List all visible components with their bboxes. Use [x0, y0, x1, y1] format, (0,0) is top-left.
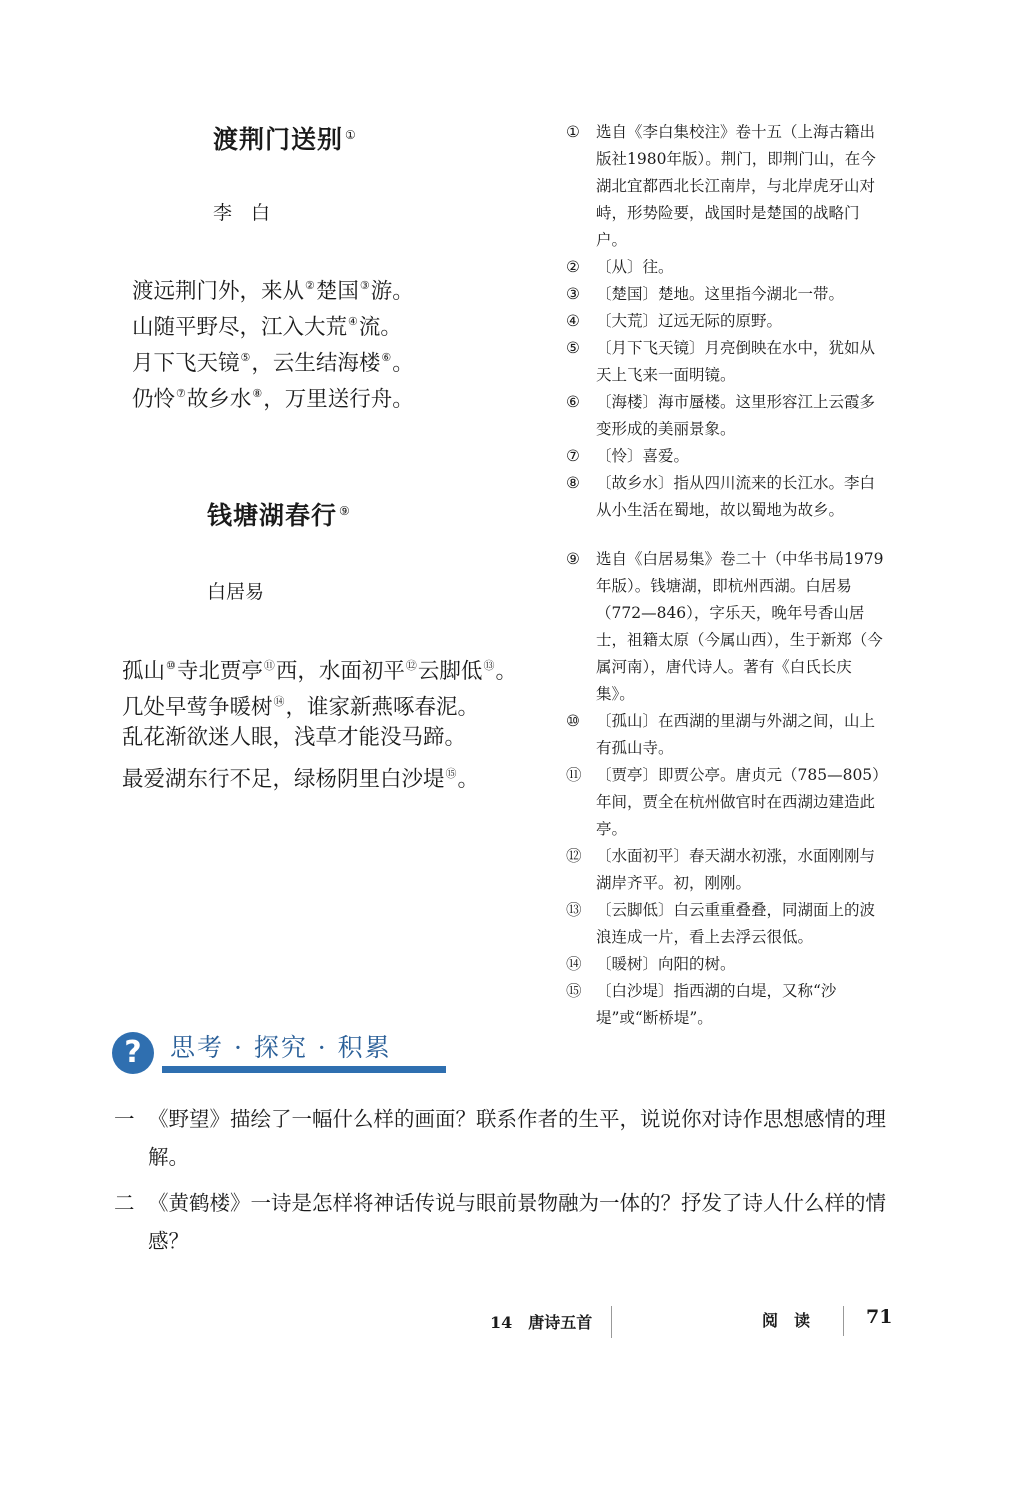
poem-author-2: 白居易 [207, 581, 265, 603]
footnote-marker: ④ [348, 315, 358, 328]
footnote-text: 〔大荒〕辽远无际的原野。 [596, 312, 783, 330]
footnote [566, 762, 888, 843]
footnote [566, 546, 888, 708]
footnote [566, 470, 888, 524]
poem-text: 月下飞天镜 [132, 351, 240, 376]
footnote [566, 308, 888, 335]
footnote-text: 〔海楼〕海市蜃楼。这里形容江上云霞多变形成的美丽景象。 [596, 393, 876, 438]
poem-text: 。 [457, 767, 480, 792]
footnote-marker: ⑬ [483, 659, 495, 672]
page-number: 71 [866, 1306, 893, 1328]
footnote-number: ② [566, 258, 580, 276]
question-item [114, 1184, 920, 1260]
footnote-marker: ③ [359, 279, 370, 292]
footnote-marker: ⑫ [405, 659, 417, 672]
footnote [566, 119, 888, 254]
footnote [566, 335, 888, 389]
footnote [566, 843, 888, 897]
footnote-text: 选自《李白集校注》卷十五（上海古籍出版社1980年版）。荆门，即荆门山，在今湖北宜都西北长江南岸，与北岸虎牙山对峙，形势险要，战国时是楚国的战略门户。 [596, 123, 876, 249]
poem-text: 楚国 [315, 279, 359, 304]
footnote-text: 〔暖树〕向阳的树。 [596, 955, 736, 973]
poem-text: 最爱湖东行不足，绿杨阴里白沙堤 [122, 767, 445, 792]
footnote-marker: ⑮ [445, 767, 457, 780]
footnote-number: ⑫ [566, 847, 582, 865]
poem-line [122, 720, 517, 756]
poem-text: 。 [392, 351, 414, 376]
footer-section: 阅 读 [762, 1311, 811, 1330]
poem-line [132, 304, 414, 340]
footnote-number: ⑥ [566, 393, 580, 411]
footnote-number: ⑨ [566, 550, 580, 568]
poem-line [132, 376, 414, 412]
poem-text: ，谁家新燕啄春泥。 [285, 695, 480, 720]
footnote-text: 〔云脚低〕白云重重叠叠，同湖面上的波浪连成一片，看上去浮云很低。 [596, 901, 876, 946]
section-title: 思考 · 探究 · 积累 [170, 1033, 392, 1062]
footnote-number: ⑮ [566, 982, 582, 1000]
footnotes [566, 119, 888, 1032]
section-underline [162, 1066, 446, 1073]
poem-text: ，云生结海楼 [251, 351, 381, 376]
footnote-number: ④ [566, 312, 580, 330]
footnote-text: 〔水面初平〕春天湖水初涨，水面刚刚与湖岸齐平。初，刚刚。 [596, 847, 876, 892]
poem-text: 寺北贾亭 [176, 659, 263, 684]
footnote-text: 〔贾亭〕即贾公亭。唐贞元（785—805）年间，贾全在杭州做官时在西湖边建造此亭。 [596, 766, 888, 838]
footnote [566, 389, 888, 443]
footnote-text: 〔月下飞天镜〕月亮倒映在水中，犹如从天上飞来一面明镜。 [596, 339, 876, 384]
footnote-text: 〔白沙堤〕指西湖的白堤，又称“沙堤”或“断桥堤”。 [596, 982, 837, 1027]
poem-title-2: 钱塘湖春行 ⑨ [207, 501, 351, 530]
question-text: 《野望》描绘了一幅什么样的画面？联系作者的生平，说说你对诗作思想感情的理解。 [148, 1107, 886, 1169]
question-list [114, 1100, 920, 1268]
question-item [114, 1100, 920, 1176]
poem-text: 西，水面初平 [275, 659, 405, 684]
poem-author-1: 李 白 [213, 202, 271, 224]
footnote-number: ⑭ [566, 955, 582, 973]
poem-text: 故乡水 [186, 387, 252, 412]
poem-body-2 [122, 648, 517, 792]
footnote-marker: ⑧ [252, 387, 263, 400]
footnote-marker: ⑦ [176, 387, 186, 400]
footnote [566, 708, 888, 762]
footnote-marker: ⑩ [166, 659, 176, 672]
poem-line [122, 684, 517, 720]
footnote-number: ⑦ [566, 447, 580, 465]
footnote-marker: ⑥ [381, 351, 392, 364]
footer-lesson: 14 唐诗五首 [490, 1313, 593, 1332]
poem-line [122, 648, 517, 684]
footnote-number: ⑩ [566, 712, 580, 730]
poem-text: 乱花渐欲迷人眼，浅草才能没马蹄。 [122, 725, 467, 750]
footnote-text: 〔故乡水〕指从四川流来的长江水。李白从小生活在蜀地，故以蜀地为故乡。 [596, 474, 876, 519]
poem-text: 游。 [370, 279, 414, 304]
footnote-number: ⑪ [566, 766, 582, 784]
poem-text: 流。 [358, 315, 402, 340]
footnote-number: ⑧ [566, 474, 580, 492]
poem-text: 仍怜 [132, 387, 176, 412]
footnote-marker: ⑭ [273, 695, 285, 708]
poem-title-1: 渡荆门送别 ① [213, 125, 357, 154]
footer-divider [843, 1306, 844, 1336]
footnote-number: ③ [566, 285, 580, 303]
poem-line [132, 340, 414, 376]
poem-text: 。 [495, 659, 517, 684]
footnote [566, 978, 888, 1032]
footnote-text: 〔怜〕喜爱。 [596, 447, 690, 465]
question-number: 二 [114, 1191, 135, 1215]
poem-text: 山随平野尽，江入大荒 [132, 315, 348, 340]
footnote [566, 281, 888, 308]
footnote [566, 254, 888, 281]
poem-line [132, 268, 414, 304]
section-header [112, 1022, 402, 1078]
question-text: 《黄鹤楼》一诗是怎样将神话传说与眼前景物融为一体的？抒发了诗人什么样的情感？ [148, 1191, 886, 1253]
footnote-text: 〔从〕往。 [596, 258, 674, 276]
poem-text: 渡远荆门外，来从 [132, 279, 305, 304]
footnote-text: 〔孤山〕在西湖的里湖与外湖之间，山上有孤山寺。 [596, 712, 876, 757]
footnote [566, 951, 888, 978]
poem-text: 云脚低 [417, 659, 483, 684]
question-mark-icon: ? [112, 1032, 154, 1074]
poem-body-1 [132, 268, 414, 412]
footnote [566, 897, 888, 951]
footnote-number: ① [566, 123, 580, 141]
question-number: 一 [114, 1107, 135, 1131]
footer-divider [611, 1306, 612, 1338]
poem-text: 孤山 [122, 659, 166, 684]
footnote-text: 〔楚国〕楚地。这里指今湖北一带。 [596, 285, 845, 303]
footnote-marker: ⑤ [240, 351, 251, 364]
footnote-text: 选自《白居易集》卷二十（中华书局1979年版）。钱塘湖，即杭州西湖。白居易（772—846），字乐天，晚年号香山居士，祖籍太原（今属山西），生于新郑（今属河南），唐代诗人。著有《白氏长庆集》。 [596, 550, 884, 703]
footnote-number: ⑤ [566, 339, 580, 357]
poem-text: 几处早莺争暖树 [122, 695, 273, 720]
footnote [566, 443, 888, 470]
footnote-number: ⑬ [566, 901, 582, 919]
footnote-marker: ② [305, 279, 315, 292]
footnote-marker: ⑪ [263, 659, 275, 672]
poem-text: ，万里送行舟。 [263, 387, 414, 412]
poem-line [122, 756, 517, 792]
